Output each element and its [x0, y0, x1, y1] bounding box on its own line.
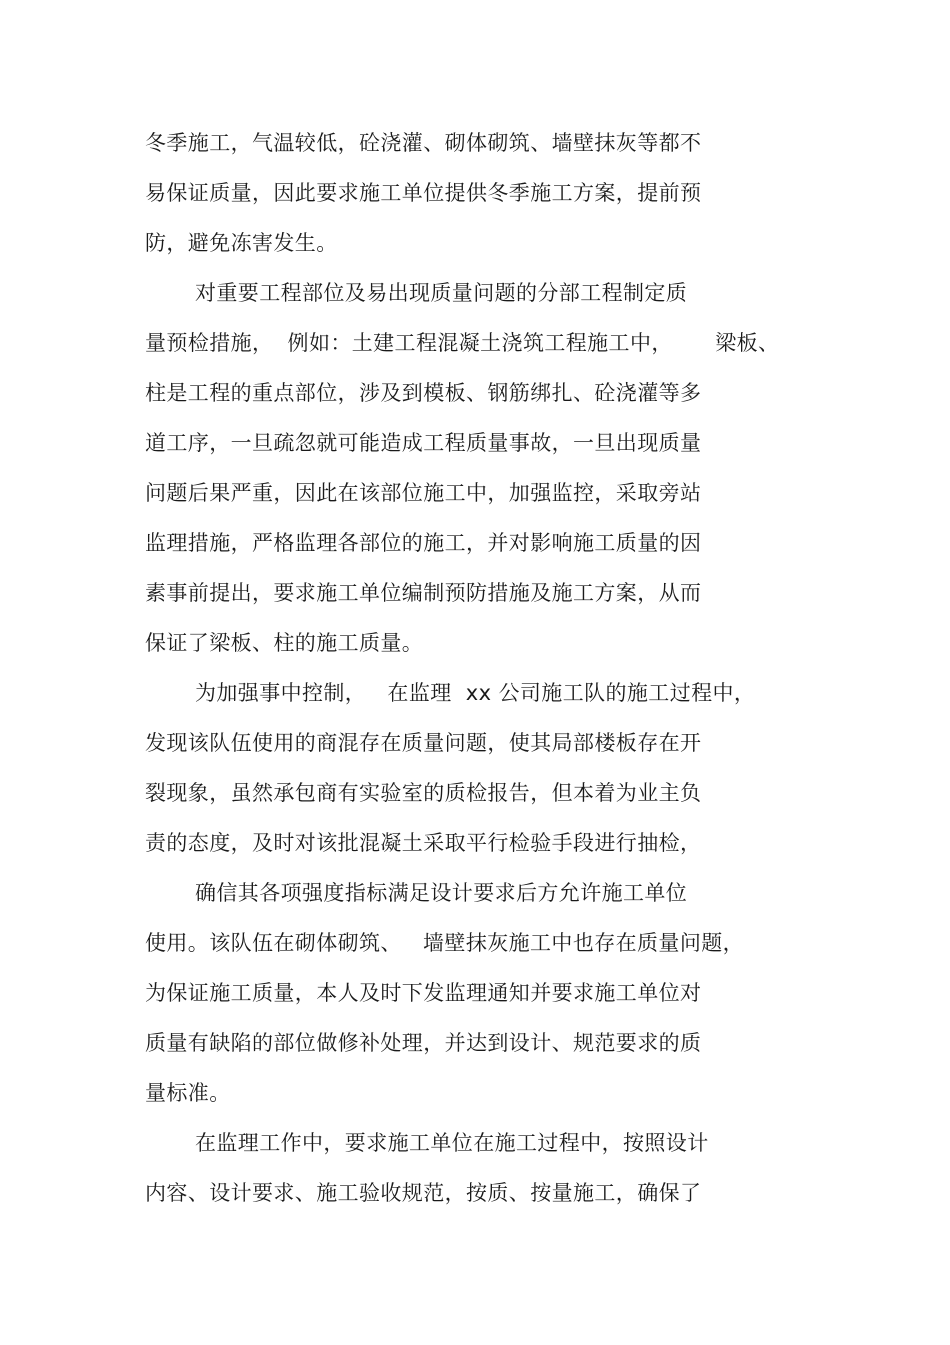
text-line: 使用。该队伍在砌体砌筑、 墙壁抹灰施工中也存在质量问题， [145, 931, 745, 955]
text-line: 监理措施，严格监理各部位的施工，并对影响施工质量的因 [145, 531, 702, 555]
text-line: 裂现象，虽然承包商有实验室的质检报告，但本着为业主负 [145, 781, 702, 805]
text-line: 道工序，一旦疏忽就可能造成工程质量事故，一旦出现质量 [145, 431, 702, 455]
text-line: 量预检措施， 例如：土建工程混凝土浇筑工程施工中， 梁板、 [145, 331, 780, 355]
text-line: 确信其各项强度指标满足设计要求后方允许施工单位 [195, 881, 688, 905]
text-line: 易保证质量，因此要求施工单位提供冬季施工方案，提前预 [145, 181, 702, 205]
text-line: 量标准。 [145, 1081, 231, 1105]
text-line: 为加强事中控制， 在监理 xx 公司施工队的施工过程中， [195, 681, 756, 705]
text-line: 素事前提出，要求施工单位编制预防措施及施工方案，从而 [145, 581, 702, 605]
text-line: 保证了梁板、柱的施工质量。 [145, 631, 424, 655]
text-line: 发现该队伍使用的商混存在质量问题，使其局部楼板存在开 [145, 731, 702, 755]
text-line: 责的态度，及时对该批混凝土采取平行检验手段进行抽检， [145, 831, 702, 855]
text-line: 柱是工程的重点部位，涉及到模板、钢筋绑扎、砼浇灌等多 [145, 381, 702, 405]
text-line: 为保证施工质量，本人及时下发监理通知并要求施工单位对 [145, 981, 702, 1005]
text-line: 内容、设计要求、施工验收规范，按质、按量施工，确保了 [145, 1181, 702, 1205]
text-line: 防，避免冻害发生。 [145, 231, 338, 255]
text-line: 在监理工作中，要求施工单位在施工过程中，按照设计 [195, 1131, 709, 1155]
text-line: 对重要工程部位及易出现质量问题的分部工程制定质 [195, 281, 688, 305]
text-line: 冬季施工，气温较低，砼浇灌、砌体砌筑、墙壁抹灰等都不 [145, 131, 702, 155]
text-line: 质量有缺陷的部位做修补处理，并达到设计、规范要求的质 [145, 1031, 702, 1055]
text-line: 问题后果严重，因此在该部位施工中，加强监控，采取旁站 [145, 481, 702, 505]
